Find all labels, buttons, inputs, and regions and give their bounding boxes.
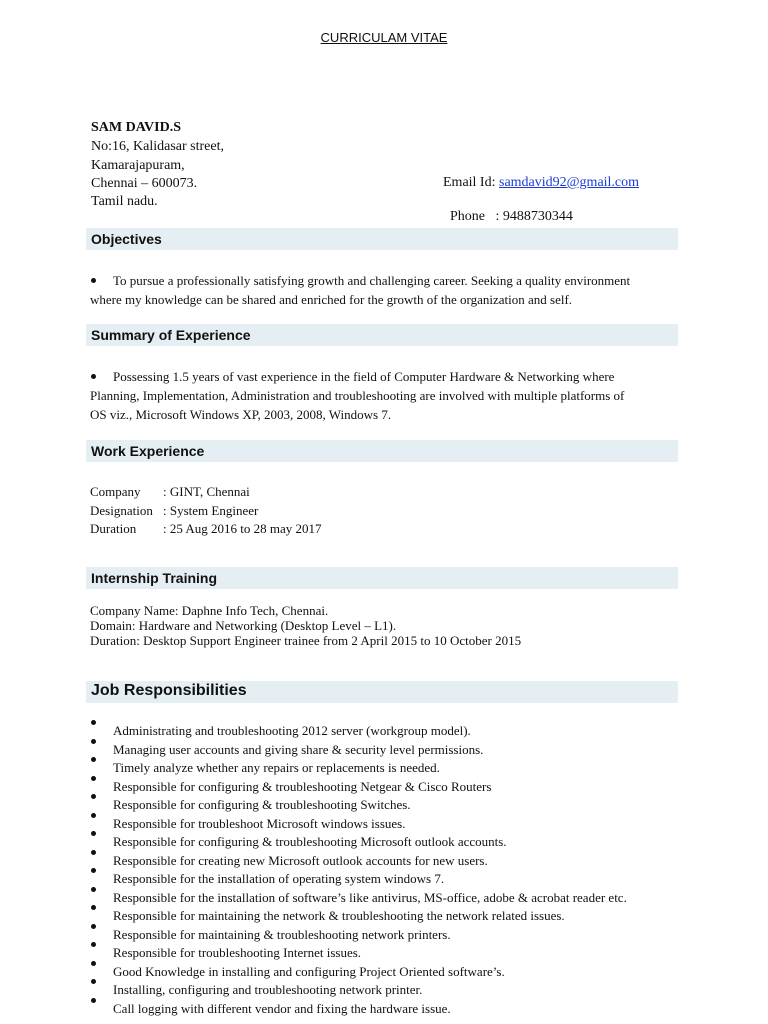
internship-details: [90, 603, 521, 648]
responsibilities-heading-band: [86, 681, 678, 703]
summary-heading-band: [86, 324, 678, 346]
work-heading-band: [86, 440, 678, 462]
responsibility-item: [90, 944, 627, 963]
work-details: [90, 483, 322, 539]
responsibility-item: [90, 778, 627, 797]
responsibility-item: [90, 759, 627, 778]
internship-heading-band: [86, 567, 678, 589]
address-line-3: Chennai – 600073.: [91, 176, 198, 191]
duration-label: Duration: [90, 521, 137, 536]
responsibility-text: Responsible for configuring & troubleshooting Netgear & Cisco Routers: [113, 778, 492, 794]
email-label: Email Id:: [443, 175, 499, 190]
summary-text: Possessing 1.5 years of vast experience in the field of Computer Hardware & Networking where Planning, Implementation, Administration and troubleshooting are involved with multiple platforms of OS viz., Microsoft Windows XP, 2003, 2008, Windows 7.: [90, 369, 625, 422]
bullet-icon: [91, 961, 96, 966]
responsibility-item: [90, 981, 627, 1000]
candidate-name: SAM DAVID.S: [91, 120, 181, 135]
responsibility-item: [90, 796, 627, 815]
address-line-1: No:16, Kalidasar street,: [91, 139, 224, 154]
responsibility-item: [90, 741, 627, 760]
responsibility-text: Call logging with different vendor and fixing the hardware issue.: [113, 1000, 451, 1016]
responsibility-text: Responsible for configuring & troubleshooting Switches.: [113, 797, 411, 812]
bullet-icon: [91, 868, 96, 873]
responsibility-text: Responsible for the installation of operating system windows 7.: [113, 871, 445, 886]
bullet-icon: [91, 776, 96, 781]
responsibility-item: [90, 852, 627, 871]
responsibility-text: Managing user accounts and giving share & security level permissions.: [113, 741, 484, 757]
bullet-icon: [91, 278, 96, 283]
responsibility-item: [90, 722, 627, 741]
designation-label: Designation: [90, 502, 153, 518]
responsibility-item: [90, 963, 627, 982]
bullet-icon: [91, 794, 96, 799]
address-line-2: Kamarajapuram,: [91, 158, 185, 173]
internship-heading: Internship Training: [91, 570, 218, 586]
bullet-icon: [91, 998, 96, 1003]
bullet-icon: [91, 720, 96, 725]
internship-domain: Domain: Hardware and Networking (Desktop Level – L1).: [90, 618, 397, 633]
phone-row: [443, 193, 573, 225]
phone-label: Phone :: [450, 209, 503, 224]
responsibility-item: [90, 833, 627, 852]
responsibility-text: Responsible for the installation of software’s like antivirus, MS-office, adobe & acrobat reader etc.: [113, 889, 627, 905]
company-label: Company: [90, 484, 141, 499]
bullet-icon: [91, 831, 96, 836]
objectives-text: To pursue a professionally satisfying growth and challenging career. Seeking a quality environment where my knowledge can be shared and enriched for the growth of the organization and self.: [90, 273, 631, 307]
bullet-icon: [91, 757, 96, 762]
bullet-icon: [91, 739, 96, 744]
bullet-icon: [91, 374, 96, 379]
responsibilities-heading: Job Responsibilities: [91, 682, 247, 699]
bullet-icon: [91, 979, 96, 984]
responsibility-item: [90, 926, 627, 945]
responsibility-text: Administrating and troubleshooting 2012 server (workgroup model).: [113, 723, 471, 738]
responsibility-text: Timely analyze whether any repairs or replacements is needed.: [113, 760, 440, 775]
internship-company: Company Name: Daphne Info Tech, Chennai.: [90, 603, 329, 618]
responsibility-text: Responsible for creating new Microsoft outlook accounts for new users.: [113, 852, 488, 868]
responsibility-text: Responsible for troubleshoot Microsoft windows issues.: [113, 815, 406, 831]
email-row: [443, 175, 639, 191]
responsibility-item: [90, 1000, 627, 1019]
objectives-heading-band: [86, 228, 678, 250]
phone-number: 9488730344: [502, 209, 573, 224]
responsibility-item: [90, 907, 627, 926]
responsibility-item: [90, 815, 627, 834]
responsibility-text: Installing, configuring and troubleshooting network printer.: [113, 982, 423, 997]
bullet-icon: [91, 942, 96, 947]
bullet-icon: [91, 850, 96, 855]
address-line-4: Tamil nadu.: [91, 194, 158, 209]
responsibilities-list: [90, 722, 627, 1018]
responsibility-text: Good Knowledge in installing and configuring Project Oriented software’s.: [113, 963, 505, 979]
responsibility-item: [90, 889, 627, 908]
responsibility-text: Responsible for configuring & troubleshooting Microsoft outlook accounts.: [113, 834, 507, 849]
responsibility-text: Responsible for maintaining & troubleshooting network printers.: [113, 926, 451, 942]
responsibility-item: [90, 870, 627, 889]
bullet-icon: [91, 887, 96, 892]
duration-value: : 25 Aug 2016 to 28 may 2017: [163, 521, 322, 536]
internship-duration: Duration: Desktop Support Engineer trainee from 2 April 2015 to 10 October 2015: [90, 633, 522, 648]
responsibility-text: Responsible for troubleshooting Internet issues.: [113, 945, 362, 960]
work-heading: Work Experience: [91, 443, 205, 459]
bullet-icon: [91, 813, 96, 818]
email-link[interactable]: samdavid92@gmail.com: [499, 175, 640, 190]
responsibility-text: Responsible for maintaining the network & troubleshooting the network related issues.: [113, 908, 565, 923]
bullet-icon: [91, 924, 96, 929]
company-value: : GINT, Chennai: [163, 484, 250, 499]
designation-value: : System Engineer: [163, 502, 259, 518]
objectives-heading: Objectives: [91, 231, 162, 247]
bullet-icon: [91, 905, 96, 910]
summary-heading: Summary of Experience: [91, 327, 251, 343]
document-title: CURRICULAM VITAE: [320, 30, 448, 45]
